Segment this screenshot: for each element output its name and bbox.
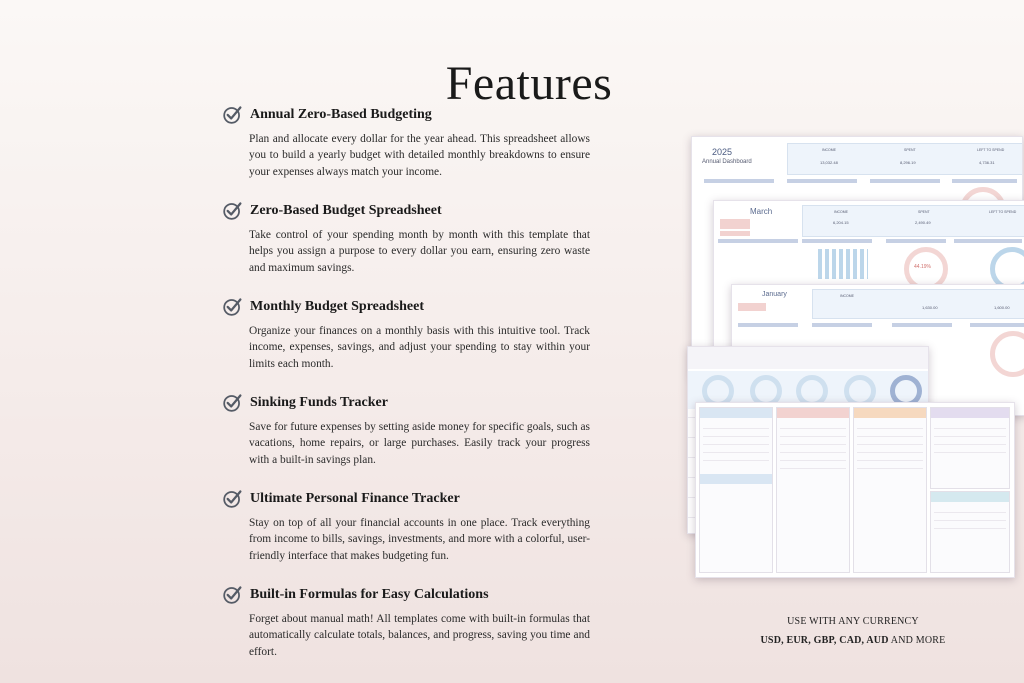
annual-spent-value: 8,296.19	[900, 160, 916, 165]
check-circle-icon	[222, 488, 243, 509]
january-income-label: INCOME	[840, 294, 854, 298]
feature-item	[222, 488, 590, 564]
feature-heading	[222, 392, 590, 413]
feature-item	[222, 200, 590, 276]
march-month: March	[750, 207, 773, 216]
feature-title: Zero-Based Budget Spreadsheet	[250, 202, 442, 218]
check-circle-icon	[222, 296, 243, 317]
check-circle-icon	[222, 584, 243, 605]
feature-heading	[222, 488, 590, 509]
currency-suffix: AND MORE	[888, 635, 946, 646]
feature-description: Forget about manual math! All templates come with built-in formulas that automatically calculate totals, balances, and progress, saving you time and effort.	[249, 613, 590, 658]
feature-item	[222, 392, 590, 468]
january-value-3: 1,600.00	[994, 305, 1010, 310]
feature-description: Save for future expenses by setting aside money for specific goals, such as vacations, home repairs, or large purchases. Easily track your progress with a built-in savings plan.	[249, 421, 590, 466]
annual-left-value: 4,736.31	[979, 160, 995, 165]
feature-heading	[222, 200, 590, 221]
feature-heading	[222, 296, 590, 317]
check-circle-icon	[222, 392, 243, 413]
march-income-label: INCOME	[834, 210, 848, 214]
march-spent-label: SPENT	[918, 210, 930, 214]
feature-description: Organize your finances on a monthly basis with this intuitive tool. Track income, expenses, savings, and adjust your spending to stay within your limits each month.	[249, 325, 590, 370]
feature-item	[222, 104, 590, 180]
annual-spent-label: SPENT	[904, 148, 916, 152]
annual-income-label: INCOME	[822, 148, 836, 152]
currency-line-2	[738, 635, 968, 646]
currency-codes: USD, EUR, GBP, CAD, AUD	[760, 635, 889, 646]
feature-description: Take control of your spending month by month with this template that helps you assign a purpose to every dollar you earn, ensuring zero waste and maximum savings.	[249, 229, 590, 274]
feature-title: Built-in Formulas for Easy Calculations	[250, 586, 489, 602]
annual-income-value: 13,032.48	[820, 160, 838, 165]
march-income-value: 6,204.15	[833, 220, 849, 225]
budget-categories-sheet	[695, 402, 1015, 578]
check-circle-icon	[222, 200, 243, 221]
feature-heading	[222, 104, 590, 125]
check-circle-icon	[222, 104, 243, 125]
feature-description: Stay on top of all your financial accounts in one place. Track everything from income to bills, savings, investments, and more with a colorful, user-friendly interface that makes budgeting fun.	[249, 517, 590, 562]
annual-year: 2025	[712, 147, 733, 157]
page-title: Features	[445, 57, 613, 111]
spreadsheet-mockup	[683, 134, 1024, 579]
feature-title: Annual Zero-Based Budgeting	[250, 106, 432, 122]
feature-title: Ultimate Personal Finance Tracker	[250, 490, 460, 506]
feature-item	[222, 584, 590, 660]
feature-description: Plan and allocate every dollar for the year ahead. This spreadsheet allows you to build a yearly budget with detailed monthly breakdowns to ensure your expenses always match your income.	[249, 133, 590, 178]
march-spent-value: 2,490.49	[915, 220, 931, 225]
annual-left-label: LEFT TO SPEND	[977, 148, 1005, 152]
march-left-label: LEFT TO SPEND	[989, 210, 1017, 214]
january-month: January	[762, 291, 787, 298]
feature-heading	[222, 584, 590, 605]
currency-line-1: USE WITH ANY CURRENCY	[787, 616, 919, 627]
feature-item	[222, 296, 590, 372]
annual-subtitle: Annual Dashboard	[702, 159, 752, 165]
feature-title: Monthly Budget Spreadsheet	[250, 298, 424, 314]
january-value-2: 1,630.00	[922, 305, 938, 310]
march-percent: 44.19%	[914, 264, 931, 270]
feature-title: Sinking Funds Tracker	[250, 394, 388, 410]
